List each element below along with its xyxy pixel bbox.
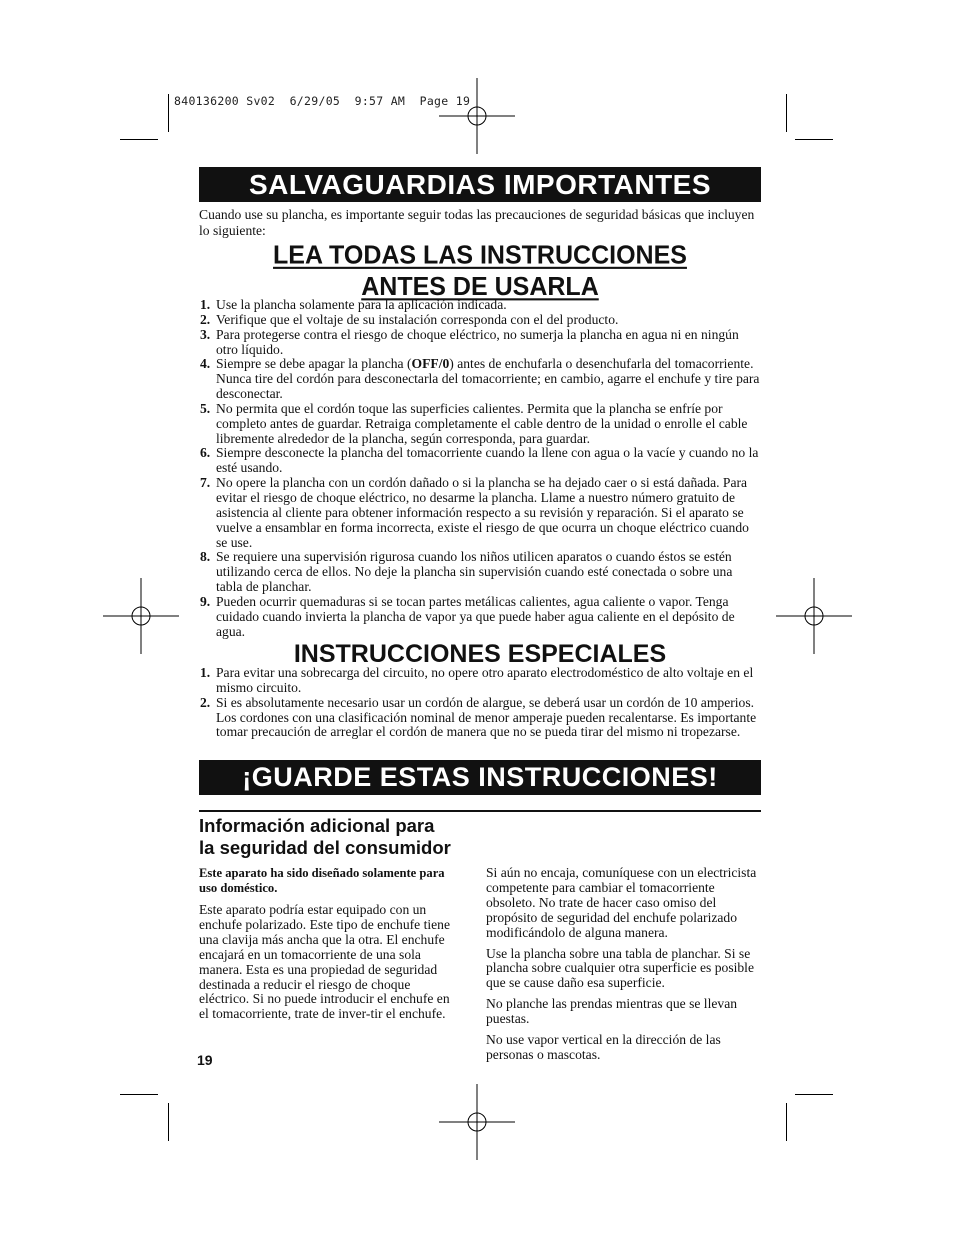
- item-text: No permita que el cordón toque las superficies calientes. Permita que la plancha se enfríe por completo antes de guardar. Retraiga completamente el cable dentro de la unidad o enrolle el cable libremente alrededor de la plancha, según corresponda, para guardar.: [216, 400, 748, 446]
- item-number: 3.: [200, 326, 211, 342]
- read-instructions-heading: [199, 240, 761, 303]
- crop-mark: [786, 1103, 787, 1141]
- item-text: No opere la plancha con un cordón dañado o si la plancha se ha dejado caer o si está dañada. Para evitar el riesgo de choque eléctrico, no desarme la plancha. Llame a nuestro número gratuito de asistencia al cliente para obtener información respecto a su revisión y reparación. Si el aparato se vuelve a ensamblar en forma incorrecta, existe el riesgo de que ocurra un choque eléctrico cuando se use.: [216, 475, 749, 550]
- crop-mark: [786, 94, 787, 132]
- list-item: [199, 595, 761, 640]
- item-text-post: ) antes de enchufarla o desenchufarla del tomacorriente. Nunca tire del cordón para desconectarla del tomacorriente; en cambio, agarre el enchufe y tire para desconectar.: [216, 356, 760, 402]
- paragraph: No use vapor vertical en la dirección de las personas o mascotas.: [486, 1032, 721, 1062]
- item-text: Pueden ocurrir quemaduras si se tocan partes metálicas calientes, agua caliente o vapor. Tenga cuidado cuando invierta la plancha de vapor ya que puede haber agua caliente en el depósito de agua.: [216, 593, 735, 639]
- list-item: [199, 446, 761, 476]
- list-item: [199, 328, 761, 358]
- read-heading-line2: ANTES DE USARLA: [361, 272, 599, 302]
- registration-mark-left: [103, 578, 179, 654]
- special-instructions-list: [199, 666, 761, 740]
- item-number: 2.: [200, 694, 211, 710]
- list-item: [199, 696, 761, 741]
- left-column: [199, 866, 461, 1028]
- item-number: 7.: [200, 475, 211, 491]
- item-text: Use la plancha solamente para la aplicación indicada.: [216, 297, 507, 312]
- item-text: Se requiere una supervisión rigurosa cuando los niños utilicen aparatos o cuando éstos se estén utilizando cerca de ellos. No deje la plancha sin supervisión cuando esté conectada o sobre una tabla de planchar.: [216, 549, 733, 595]
- item-number: 9.: [200, 593, 211, 609]
- read-heading-line1: LEA TODAS LAS INSTRUCCIONES: [273, 240, 687, 270]
- list-item: [199, 313, 761, 328]
- crop-mark: [168, 1103, 169, 1141]
- paragraph: Use la plancha sobre una tabla de planchar. Si se plancha sobre cualquier otra superficie es posible que se cause daño esa superficie.: [486, 945, 754, 991]
- crop-mark: [120, 139, 158, 140]
- special-instructions-heading: INSTRUCCIONES ESPECIALES: [293, 640, 667, 668]
- paragraph: Si aún no encaja, comuníquese con un electricista competente para cambiar el tomacorriente obsoleto. No trate de hacer caso omiso del propósito de seguridad del enchufe polarizado modificándolo de alguna manera.: [486, 865, 757, 940]
- crop-mark: [795, 1094, 833, 1095]
- item-number: 6.: [200, 445, 211, 461]
- page-number: 19: [197, 1052, 213, 1068]
- print-slug: 840136200 Sv02 6/29/05 9:57 AM Page 19: [174, 94, 471, 108]
- section-divider: [199, 810, 761, 812]
- crop-mark: [168, 94, 169, 132]
- crop-mark: [120, 1094, 158, 1095]
- off-label: OFF/0: [411, 356, 450, 372]
- registration-mark-top: [439, 78, 515, 154]
- registration-mark-bottom: [439, 1084, 515, 1160]
- safeguards-banner: SALVAGUARDIAS IMPORTANTES: [199, 167, 761, 202]
- item-number: 1.: [200, 297, 211, 312]
- list-item: [199, 550, 761, 595]
- right-column: [486, 866, 761, 1069]
- list-item: [199, 357, 761, 402]
- item-text: Verifique que el voltaje de su instalación corresponda con el del producto.: [216, 311, 619, 327]
- item-text: Siempre desconecte la plancha del tomacorriente cuando la llene con agua o la vacíe y cuando no la esté usando.: [216, 445, 759, 476]
- safeguards-list: [199, 298, 761, 639]
- crop-mark: [795, 139, 833, 140]
- item-number: 1.: [200, 665, 211, 680]
- item-number: 8.: [200, 549, 211, 565]
- list-item: [199, 476, 761, 550]
- item-text-pre: Siempre se debe apagar la plancha (: [216, 356, 412, 372]
- item-number: 2.: [200, 311, 211, 327]
- consumer-safety-heading: Información adicional para la seguridad del consumidor: [199, 815, 451, 858]
- household-use-note: Este aparato ha sido diseñado solamente para uso doméstico.: [199, 866, 445, 895]
- item-number: 5.: [200, 400, 211, 416]
- list-item: [199, 666, 761, 696]
- list-item: [199, 298, 761, 313]
- item-text: Si es absolutamente necesario usar un cordón de alargue, se deberá usar un cordón de 10 amperios. Los cordones con una clasificación nominal de menor amperaje pueden recalentarse. Es importante tomar precaución de arreglar el cordón de manera que no se pueda tirar del mismo ni tropezarse.: [216, 694, 757, 740]
- list-item: [199, 402, 761, 447]
- polarized-plug-paragraph: Este aparato podría estar equipado con un enchufe polarizado. Este tipo de enchufe tiene una clavija más ancha que la otra. El enchufe encajará en un tomacorriente de una sola manera. Esta es una propiedad de seguridad destinada a reducir el riesgo de choque eléctrico. Si no puede introducir el enchufe en el tomacorriente, trate de inver-tir el enchufe.: [199, 902, 450, 1022]
- item-number: 4.: [200, 356, 211, 372]
- save-instructions-banner: ¡GUARDE ESTAS INSTRUCCIONES!: [199, 760, 761, 795]
- registration-mark-right: [776, 578, 852, 654]
- item-text: Para evitar una sobrecarga del circuito, no opere otro aparato electrodoméstico de alto voltaje en el mismo circuito.: [216, 665, 754, 695]
- paragraph: No planche las prendas mientras que se llevan puestas.: [486, 996, 738, 1027]
- item-text: Para protegerse contra el riesgo de choque eléctrico, no sumerja la plancha en agua ni en ningún otro líquido.: [216, 326, 739, 357]
- intro-text: Cuando use su plancha, es importante seguir todas las precauciones de seguridad básicas que incluyen lo siguiente:: [199, 207, 755, 238]
